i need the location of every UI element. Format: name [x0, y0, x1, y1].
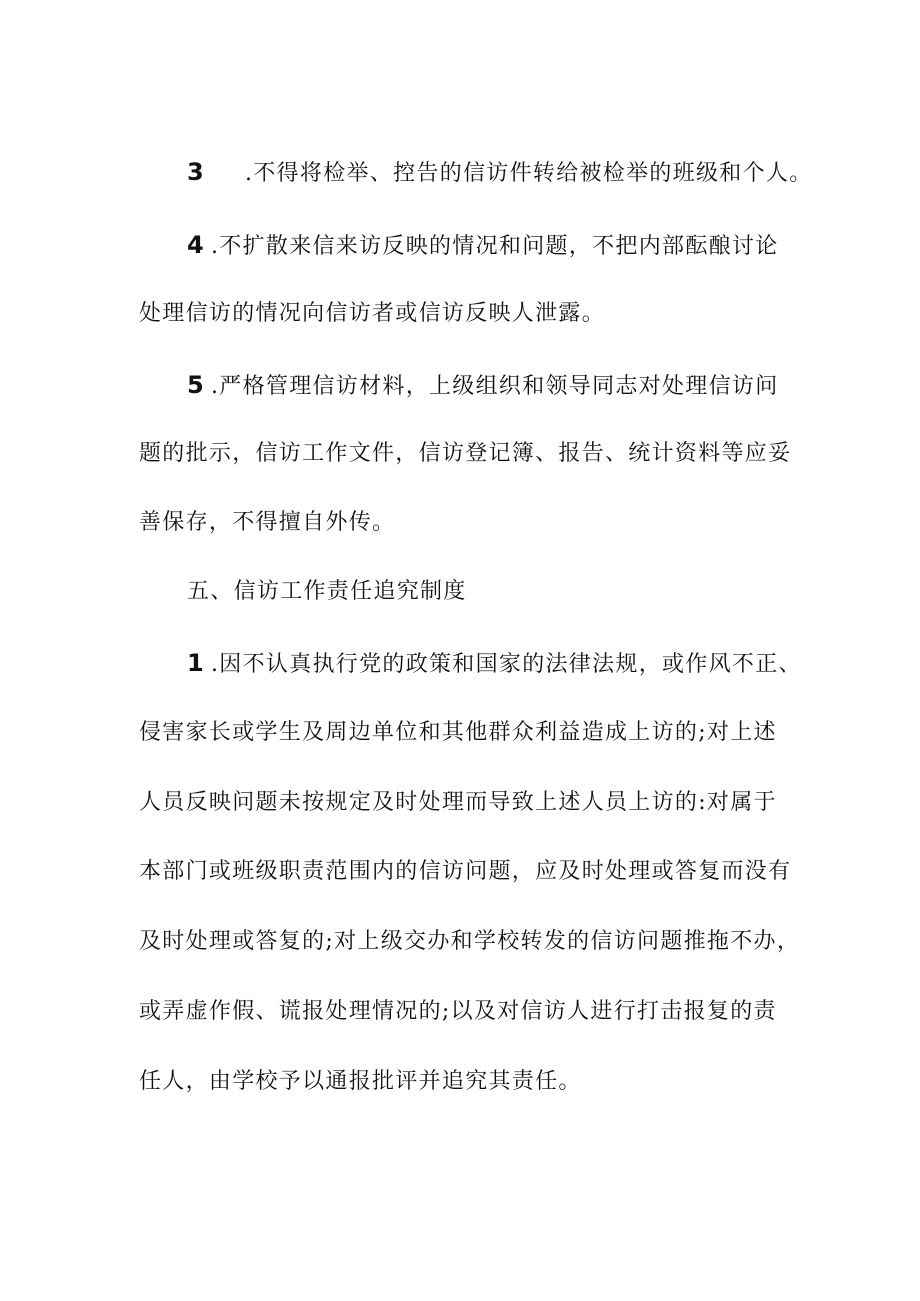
section-5-item-1-line-4: 本部门或班级职责范围内的信访问题，应及时处理或答复而没有	[139, 859, 792, 884]
item-4-line-1	[0, 225, 920, 265]
item-3-line	[0, 152, 920, 192]
section-5-item-1-line-5: 及时处理或答复的;对上级交办和学校转发的信访问题推拖不办，	[139, 929, 801, 954]
item-5-line-2: 题的批示，信访工作文件，信访登记簿、报告、统计资料等应妥	[139, 441, 792, 466]
section-5-item-1-number: 1	[187, 649, 205, 677]
item-5-number: 5	[187, 371, 205, 399]
item-3-number: 3	[187, 158, 205, 186]
item-5-line-3: 善保存，不得擅自外传。	[139, 510, 396, 535]
section-5-item-1-line-3: 人员反映问题未按规定及时处理而导致上述人员上访的:对属于	[139, 790, 777, 815]
section-5-item-1-line-6: 或弄虚作假、谎报处理情况的;以及对信访人进行打击报复的责	[139, 999, 777, 1024]
section-5-item-1-line-7: 任人，由学校予以通报批评并追究其责任。	[139, 1069, 582, 1094]
item-3-text: .不得将检举、控告的信访件转给被检举的班级和个人。	[245, 161, 813, 186]
item-5-text-1: .严格管理信访材料，上级组织和领导同志对处理信访问	[211, 374, 779, 399]
item-4-number: 4	[187, 231, 205, 259]
section-5-item-1-text-1: .因不认真执行党的政策和国家的法律法规，或作风不正、	[211, 652, 802, 677]
section-5-heading: 五、信访工作责任追究制度	[187, 579, 467, 604]
section-5-item-1-line-1	[0, 643, 920, 683]
section-5-item-1-line-2: 侵害家长或学生及周边单位和其他群众利益造成上访的;对上述	[139, 720, 777, 745]
item-4-line-2: 处理信访的情况向信访者或信访反映人泄露。	[139, 301, 606, 326]
item-4-text-1: .不扩散来信来访反映的情况和问题，不把内部酝酿讨论	[211, 234, 779, 259]
item-5-line-1	[0, 365, 920, 405]
